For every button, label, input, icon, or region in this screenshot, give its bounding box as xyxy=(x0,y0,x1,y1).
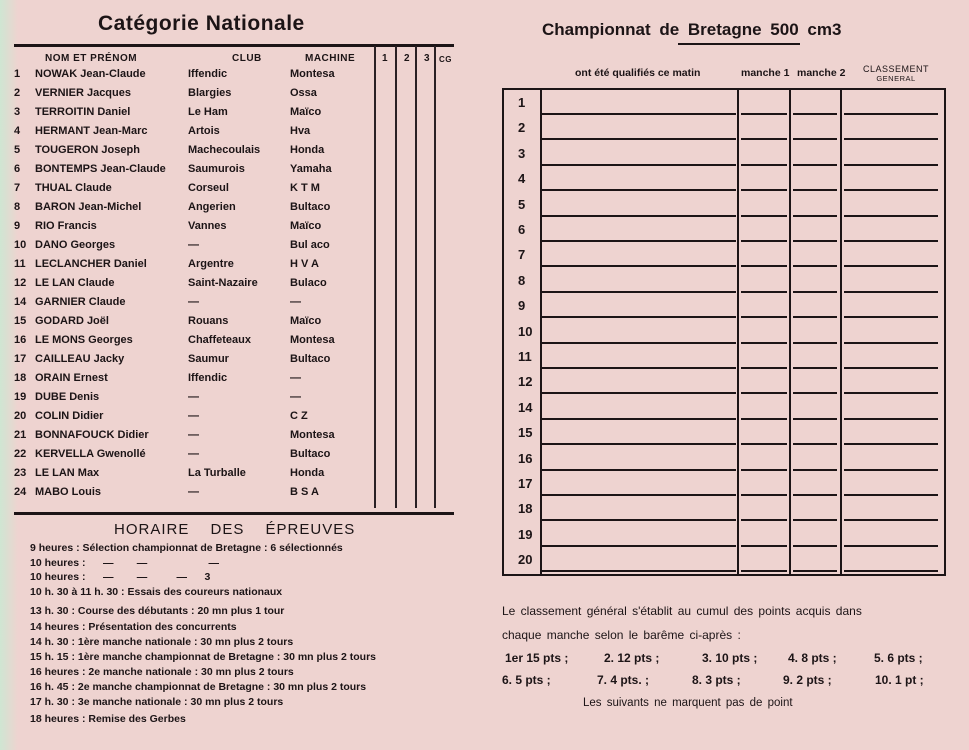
competitor-name: MABO Louis xyxy=(35,486,101,498)
competitor-name: LE LAN Max xyxy=(35,467,100,479)
column-divider-3 xyxy=(415,46,417,508)
points-item: 6. 5 pts ; xyxy=(502,673,551,687)
competitor-club: Iffendic xyxy=(188,68,228,80)
competitor-club: La Turballe xyxy=(188,467,246,479)
competitor-name: TERROITIN Daniel xyxy=(35,106,131,118)
results-entry-line xyxy=(741,570,787,572)
results-row xyxy=(504,166,944,192)
horaire-line: 10 heures : — — — xyxy=(30,557,220,569)
competitor-club: Machecoulais xyxy=(188,144,261,156)
competitor-machine: Hva xyxy=(290,125,311,137)
competitor-name: LECLANCHER Daniel xyxy=(35,258,147,270)
competitor-machine: Montesa xyxy=(290,429,335,441)
horaire-line: 14 h. 30 : 1ère manche nationale : 30 mn plus 2 tours xyxy=(30,636,294,648)
competitor-number: 21 xyxy=(14,429,27,441)
results-entry-line xyxy=(542,570,736,572)
competitor-name: CAILLEAU Jacky xyxy=(35,353,125,365)
header-club: CLUB xyxy=(232,53,262,64)
competitor-name: THUAL Claude xyxy=(35,182,112,194)
competitor-name: HERMANT Jean-Marc xyxy=(35,125,148,137)
competitor-machine: Bul aco xyxy=(290,239,330,251)
competitor-machine: Montesa xyxy=(290,334,335,346)
results-row-number: 4 xyxy=(518,171,526,187)
results-row xyxy=(504,115,944,141)
competitor-machine: Yamaha xyxy=(290,163,332,175)
competitor-name: DUBE Denis xyxy=(35,391,100,403)
competitor-number: 18 xyxy=(14,372,27,384)
competitor-club: Angerien xyxy=(188,201,236,213)
horaire-line: 10 h. 30 à 11 h. 30 : Essais des coureurs nationaux xyxy=(30,586,283,598)
results-row-number: 3 xyxy=(518,145,526,161)
competitor-name: COLIN Didier xyxy=(35,410,104,422)
results-row-number: 11 xyxy=(518,349,532,364)
competitor-club: Saumur xyxy=(188,353,229,365)
header-name: NOM ET PRÉNOM xyxy=(45,53,138,64)
results-row-number: 6 xyxy=(518,222,526,237)
competitor-machine: Bulaco xyxy=(290,277,327,289)
competitor-club: — xyxy=(188,239,199,251)
competitor-club: — xyxy=(188,429,199,441)
competitor-machine: — xyxy=(290,391,301,403)
horaire-line: 16 h. 45 : 2e manche championnat de Bretagne : 30 mn plus 2 tours xyxy=(30,681,367,693)
results-row xyxy=(504,496,944,522)
results-row-number: 19 xyxy=(518,526,533,542)
title-underline-bretagne xyxy=(714,43,800,45)
competitor-number: 7 xyxy=(14,182,21,194)
points-item: 10. 1 pt ; xyxy=(875,673,924,687)
results-row xyxy=(504,369,944,395)
competitor-club: Blargies xyxy=(188,87,232,99)
results-entry-line xyxy=(844,570,938,572)
results-row xyxy=(504,420,944,446)
competitor-machine: B S A xyxy=(290,486,319,498)
header-cg: CG xyxy=(439,55,452,64)
results-row-number: 20 xyxy=(518,552,533,568)
results-row-number: 18 xyxy=(518,501,533,517)
competitor-number: 5 xyxy=(14,144,21,156)
category-title: Catégorie Nationale xyxy=(98,12,305,35)
header-manche-1: 1 xyxy=(382,53,389,64)
header-manche-3: 3 xyxy=(424,53,431,64)
results-row xyxy=(504,319,944,345)
results-row-number: 5 xyxy=(518,196,526,212)
results-row xyxy=(504,395,944,421)
competitor-number: 1 xyxy=(14,68,21,80)
competitor-club: Rouans xyxy=(188,315,229,327)
competitor-club: — xyxy=(188,391,199,403)
competitor-number: 9 xyxy=(14,220,21,232)
competitor-number: 8 xyxy=(14,201,21,213)
competitor-number: 3 xyxy=(14,106,21,118)
horaire-line: 15 h. 15 : 1ère manche championnat de Bretagne : 30 mn plus 2 tours xyxy=(30,651,377,663)
competitor-machine: H V A xyxy=(290,258,319,270)
competitor-machine: Bultaco xyxy=(290,353,331,365)
competitor-number: 20 xyxy=(14,410,27,422)
results-row-number: 16 xyxy=(518,450,533,466)
competitor-name: BONNAFOUCK Didier xyxy=(35,429,149,441)
competitor-number: 6 xyxy=(14,163,21,175)
competitor-number: 17 xyxy=(14,353,27,365)
competitor-club: Saumurois xyxy=(188,163,245,175)
category-bottom-rule xyxy=(14,512,454,515)
points-footer: Les suivants ne marquent pas de point xyxy=(583,697,793,709)
competitor-machine: C Z xyxy=(290,410,308,422)
points-item: 8. 3 pts ; xyxy=(692,673,741,687)
competitor-number: 10 xyxy=(14,239,27,251)
competitor-number: 15 xyxy=(14,315,27,327)
competitor-name: ORAIN Ernest xyxy=(35,372,108,384)
competitor-name: BONTEMPS Jean-Claude xyxy=(35,163,166,175)
competitor-number: 23 xyxy=(14,467,27,479)
competitor-club: Le Ham xyxy=(188,106,228,118)
competitor-machine: — xyxy=(290,372,301,384)
results-row xyxy=(504,547,944,573)
results-row xyxy=(504,293,944,319)
results-row xyxy=(504,268,944,294)
points-item: 9. 2 pts ; xyxy=(783,673,832,687)
points-item: 1er 15 pts ; xyxy=(505,651,569,665)
horaire-line: 18 heures : Remise des Gerbes xyxy=(30,713,186,725)
horaire-line: 13 h. 30 : Course des débutants : 20 mn plus 1 tour xyxy=(30,605,285,617)
competitor-name: GARNIER Claude xyxy=(35,296,126,308)
results-row xyxy=(504,192,944,218)
header-classement-line2: GENERAL xyxy=(876,74,916,83)
competitor-name: LE LAN Claude xyxy=(35,277,115,289)
category-top-rule xyxy=(14,44,454,47)
competitor-machine: Honda xyxy=(290,144,325,156)
competitor-machine: Maïco xyxy=(290,220,322,232)
results-row-number: 2 xyxy=(518,120,526,136)
results-entry-line xyxy=(793,570,837,572)
competitor-number: 16 xyxy=(14,334,27,346)
header-manche-2: 2 xyxy=(404,53,411,64)
competitor-club: — xyxy=(188,486,199,498)
competitor-name: RIO Francis xyxy=(35,220,97,232)
competitor-machine: Maïco xyxy=(290,106,322,118)
results-row-number: 12 xyxy=(518,374,533,390)
competitor-machine: K T M xyxy=(290,182,320,194)
competitor-number: 12 xyxy=(14,277,27,289)
competitor-club: — xyxy=(188,410,199,422)
competitor-number: 19 xyxy=(14,391,27,403)
results-row xyxy=(504,471,944,497)
points-item: 7. 4 pts. ; xyxy=(597,673,650,687)
points-item: 3. 10 pts ; xyxy=(702,651,758,665)
points-note-line1: Le classement général s'établit au cumul des points acquis dans xyxy=(502,604,862,618)
column-divider-2 xyxy=(395,46,397,508)
competitor-machine: — xyxy=(290,296,301,308)
results-row-number: 15 xyxy=(518,425,533,441)
results-row-number: 14 xyxy=(518,399,533,415)
competitor-number: 22 xyxy=(14,448,27,460)
horaire-line: 17 h. 30 : 3e manche nationale : 30 mn plus 2 tours xyxy=(30,696,284,708)
results-row xyxy=(504,446,944,472)
competitor-name: TOUGERON Joseph xyxy=(35,144,140,156)
horaire-line: 16 heures : 2e manche nationale : 30 mn plus 2 tours xyxy=(30,666,294,678)
results-row-number: 8 xyxy=(518,272,526,288)
competitor-name: KERVELLA Gwenollé xyxy=(35,448,146,460)
competitor-machine: Maïco xyxy=(290,315,322,327)
competitor-name: GODARD Joël xyxy=(35,315,109,327)
competitor-machine: Ossa xyxy=(290,87,317,99)
header-machine: MACHINE xyxy=(305,53,356,64)
header-manche2: manche 2 xyxy=(797,67,846,79)
competitor-number: 4 xyxy=(14,125,21,137)
championnat-title: Championnat de Bretagne 500 cm3 xyxy=(542,20,842,39)
results-row-number: 9 xyxy=(518,298,526,314)
competitor-machine: Bultaco xyxy=(290,448,331,460)
header-classement-line1: CLASSEMENT xyxy=(862,64,929,74)
results-row-number: 10 xyxy=(518,323,533,339)
points-item: 4. 8 pts ; xyxy=(788,651,837,665)
competitor-machine: Montesa xyxy=(290,68,335,80)
competitor-name: LE MONS Georges xyxy=(35,334,133,346)
competitor-number: 14 xyxy=(14,296,27,308)
horaire-line: 10 heures : — — — 3 xyxy=(30,571,211,583)
points-item: 2. 12 pts ; xyxy=(604,651,660,665)
results-row xyxy=(504,242,944,268)
competitor-club: — xyxy=(188,296,199,308)
results-row xyxy=(504,217,944,243)
competitor-name: NOWAK Jean-Claude xyxy=(35,68,146,80)
results-grid xyxy=(502,88,946,576)
competitor-club: Argentre xyxy=(188,258,234,270)
results-row-number: 1 xyxy=(518,95,526,110)
column-divider-1 xyxy=(374,46,376,508)
competitor-name: DANO Georges xyxy=(35,239,116,251)
column-divider-4 xyxy=(434,46,436,508)
competitor-machine: Honda xyxy=(290,467,325,479)
header-manche1: manche 1 xyxy=(741,67,790,79)
points-item: 5. 6 pts ; xyxy=(874,651,923,665)
competitor-club: Iffendic xyxy=(188,372,228,384)
competitor-name: BARON Jean-Michel xyxy=(35,201,142,213)
results-row xyxy=(504,141,944,167)
horaire-line: 14 heures : Présentation des concurrents xyxy=(30,621,237,633)
horaire-title: HORAIRE DES ÉPREUVES xyxy=(114,521,356,538)
competitor-number: 11 xyxy=(14,258,26,270)
competitor-number: 24 xyxy=(14,486,27,498)
competitor-name: VERNIER Jacques xyxy=(35,87,131,99)
results-row xyxy=(504,344,944,370)
horaire-line: 9 heures : Sélection championnat de Bretagne : 6 sélectionnés xyxy=(30,542,343,554)
header-qualified: ont été qualifiés ce matin xyxy=(575,67,701,79)
competitor-machine: Bultaco xyxy=(290,201,331,213)
competitor-club: Vannes xyxy=(188,220,227,232)
competitor-number: 2 xyxy=(14,87,21,99)
results-row xyxy=(504,522,944,548)
competitor-club: Artois xyxy=(188,125,220,137)
points-note-line2: chaque manche selon le barême ci-après : xyxy=(502,628,741,642)
header-classement xyxy=(856,65,936,83)
competitor-club: Chaffeteaux xyxy=(188,334,251,346)
results-row xyxy=(504,90,944,116)
competitor-club: — xyxy=(188,448,199,460)
competitor-club: Corseul xyxy=(188,182,229,194)
results-row-number: 17 xyxy=(518,476,533,491)
results-row-number: 7 xyxy=(518,247,526,263)
competitor-club: Saint-Nazaire xyxy=(188,277,258,289)
